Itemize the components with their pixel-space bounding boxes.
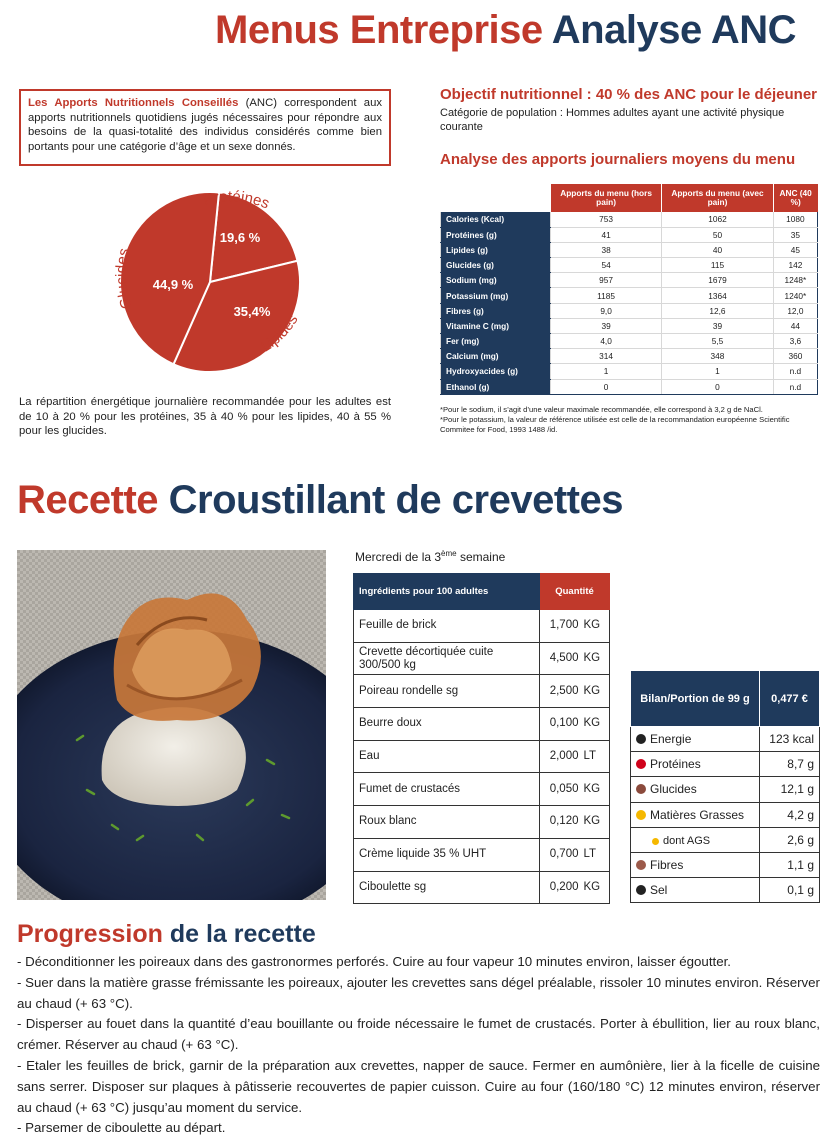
date-sup: ème (441, 549, 457, 558)
ingredient-name: Beurre doux (354, 708, 540, 741)
value-avec-pain: 1364 (662, 288, 774, 303)
row-label: Vitamine C (mg) (441, 318, 551, 333)
date-prefix: Mercredi de la 3 (355, 550, 442, 564)
value-avec-pain: 1062 (662, 212, 774, 227)
recipe-step: - Parsemer de ciboulette au départ. (17, 1120, 226, 1136)
bilan-row (631, 752, 820, 777)
bilan-label: Energie (650, 732, 692, 747)
value-hors-pain: 9,0 (551, 303, 662, 318)
progression-title-part2: de la recette (169, 920, 316, 948)
bilan-label-cell (631, 802, 760, 827)
value-hors-pain: 753 (551, 212, 662, 227)
row-label: Calcium (mg) (441, 349, 551, 364)
recipe-step: - Etaler les feuilles de brick, garnir de la préparation aux crevettes, napper de sauce. Fermer en aumônière, lier à la ficelle de cuisine sans serrer. Disposer sur plaques à pâtisserie recouvertes de papier cuisson. Cuire au four (160/180 °C) 12 minutes environ, réserver au chaud (+ 63 °C) jusqu’au moment du service. (17, 1057, 820, 1115)
bilan-label: Protéines (650, 757, 701, 772)
row-label: Lipides (g) (441, 242, 551, 257)
ingredient-qty: 1,700 (540, 610, 582, 643)
bilan-value: 12,1 g (760, 777, 820, 802)
pie-label-glucides: Glucides (112, 246, 136, 311)
bilan-label-cell (631, 852, 760, 877)
value-hors-pain: 957 (551, 273, 662, 288)
value-hors-pain: 1 (551, 364, 662, 379)
bilan-label: Matières Grasses (650, 807, 745, 822)
nutrition-table-body (441, 212, 818, 394)
bullet-dot-icon (636, 784, 646, 794)
value-hors-pain: 38 (551, 242, 662, 257)
table-row (441, 258, 818, 273)
nutrition-table (440, 184, 818, 395)
bilan-label-cell (631, 727, 760, 752)
recipe-step: - Déconditionner les poireaux dans des gastronormes perforés. Cuire au four vapeur 10 minutes environ, laisser égoutter. (17, 954, 731, 969)
value-hors-pain: 0 (551, 379, 662, 394)
anc-definition-bold: Les Apports Nutritionnels Conseillés (28, 97, 239, 109)
table-row (441, 349, 818, 364)
value-hors-pain: 4,0 (551, 334, 662, 349)
ingredients-table-body (354, 610, 610, 904)
recipe-step: - Disperser au fouet dans la quantité d’eau bouillante ou froide nécessaire le fumet de crustacés. Porter à ébullition, lier au roux blanc, crémer. Réserver au chaud (+ 63 °C). (17, 1016, 820, 1053)
ingredient-name: Roux blanc (354, 806, 540, 839)
recipe-steps (17, 952, 820, 1139)
ingredient-row (354, 838, 610, 871)
recipe-title-part2: Croustillant de crevettes (168, 478, 623, 522)
ingredient-qty: 0,050 (540, 773, 582, 806)
value-anc: 45 (773, 242, 817, 257)
population-category: Catégorie de population : Hommes adultes ayant une activité physique courante (440, 107, 785, 133)
table-row (441, 273, 818, 288)
objectif-title: Objectif nutritionnel : 40 % des ANC pour le déjeuner (440, 86, 817, 103)
service-date (355, 549, 505, 564)
recipe-title-part1: Recette (17, 478, 159, 522)
dish-photo (17, 550, 326, 900)
quantity-header: Quantité (540, 574, 610, 610)
table-row (441, 318, 818, 333)
ingredient-name: Crème liquide 35 % UHT (354, 838, 540, 871)
footnotes (440, 405, 820, 435)
table-corner (441, 184, 551, 212)
value-avec-pain: 5,5 (662, 334, 774, 349)
bilan-value: 8,7 g (760, 752, 820, 777)
anc-definition-text: (ANC) correspondent aux apports nutritionnels quotidiens jugés nécessaires pour répondre aux besoins de la quasi-totalité des individus considérés comme bien portants pour une catégorie d’âge et un sexe donnés. (28, 97, 383, 153)
bilan-value: 123 kcal (760, 727, 820, 752)
bilan-row (631, 827, 820, 852)
portion-summary-table (630, 670, 820, 903)
value-anc: 12,0 (773, 303, 817, 318)
ingredient-name: Ciboulette sg (354, 871, 540, 904)
ingredient-qty: 0,120 (540, 806, 582, 839)
ingredient-row (354, 871, 610, 904)
recipe-step: - Suer dans la matière grasse frémissante les poireaux, ajouter les crevettes sans dégel préalable, rissoler 10 minutes environ. Réserver au chaud (+ 63 °C). (17, 974, 820, 1011)
value-anc: 1248* (773, 273, 817, 288)
ingredient-qty: 2,500 (540, 675, 582, 708)
ingredient-qty: 4,500 (540, 642, 582, 675)
table-row (441, 364, 818, 379)
page-title (215, 8, 796, 53)
ingredient-name: Fumet de crustacés (354, 773, 540, 806)
pie-svg (100, 172, 320, 382)
ingredient-name: Poireau rondelle sg (354, 675, 540, 708)
recipe-title (17, 478, 623, 523)
ingredient-qty: 0,700 (540, 838, 582, 871)
pie-value-proteines: 19,6 % (219, 230, 261, 245)
ingredient-unit: KG (582, 773, 610, 806)
progression-title (17, 920, 316, 949)
row-label: Calories (Kcal) (441, 212, 551, 227)
bilan-header: Bilan/Portion de 99 g (631, 671, 760, 727)
row-label: Fibres (g) (441, 303, 551, 318)
ingredient-name: Feuille de brick (354, 610, 540, 643)
col-header-anc: ANC (40 %) (773, 184, 817, 212)
bilan-value: 1,1 g (760, 852, 820, 877)
ingredients-header: Ingrédients pour 100 adultes (354, 574, 540, 610)
value-avec-pain: 348 (662, 349, 774, 364)
table-row (441, 242, 818, 257)
row-label: Protéines (g) (441, 227, 551, 242)
pie-label-lipides: Lipides (258, 311, 302, 356)
ingredient-unit: KG (582, 675, 610, 708)
table-row (441, 227, 818, 242)
ingredient-row (354, 773, 610, 806)
ingredient-qty: 0,200 (540, 871, 582, 904)
value-hors-pain: 39 (551, 318, 662, 333)
value-hors-pain: 1185 (551, 288, 662, 303)
ingredient-unit: KG (582, 708, 610, 741)
value-anc: 1080 (773, 212, 817, 227)
value-hors-pain: 41 (551, 227, 662, 242)
value-avec-pain: 39 (662, 318, 774, 333)
ingredient-unit: KG (582, 642, 610, 675)
table-row (441, 303, 818, 318)
bilan-label-cell (631, 777, 760, 802)
ingredient-row (354, 708, 610, 741)
footnote-sodium: *Pour le sodium, il s’agit d’une valeur maximale recommandée, elle correspond à 3,2 g de NaCl. (440, 405, 763, 414)
pie-value-lipides: 35,4% (233, 304, 271, 319)
row-label: Potassium (mg) (441, 288, 551, 303)
bullet-dot-icon (636, 759, 646, 769)
bilan-value: 4,2 g (760, 802, 820, 827)
ingredient-unit: KG (582, 610, 610, 643)
value-anc: 44 (773, 318, 817, 333)
row-label: Glucides (g) (441, 258, 551, 273)
ingredient-unit: KG (582, 806, 610, 839)
ingredients-table (353, 573, 610, 904)
table-row (441, 288, 818, 303)
ingredient-row (354, 642, 610, 675)
page-title-part2: Analyse ANC (551, 8, 797, 52)
row-label: Fer (mg) (441, 334, 551, 349)
ingredient-name: Eau (354, 740, 540, 773)
bilan-label-cell (631, 827, 760, 852)
row-label: Ethanol (g) (441, 379, 551, 394)
bilan-price: 0,477 € (760, 671, 820, 727)
value-anc: n.d (773, 379, 817, 394)
bilan-row (631, 852, 820, 877)
value-avec-pain: 12,6 (662, 303, 774, 318)
ingredient-qty: 0,100 (540, 708, 582, 741)
value-avec-pain: 50 (662, 227, 774, 242)
date-suffix: semaine (456, 550, 506, 564)
ingredient-row (354, 675, 610, 708)
value-anc: 1240* (773, 288, 817, 303)
bilan-label-cell (631, 878, 760, 903)
value-anc: 360 (773, 349, 817, 364)
value-anc: n.d (773, 364, 817, 379)
ingredient-qty: 2,000 (540, 740, 582, 773)
bilan-value: 0,1 g (760, 878, 820, 903)
bullet-dot-icon (636, 885, 646, 895)
bilan-row (631, 777, 820, 802)
bilan-label-cell (631, 752, 760, 777)
bilan-value: 2,6 g (760, 827, 820, 852)
ingredient-row (354, 740, 610, 773)
portion-summary-body (631, 727, 820, 903)
value-hors-pain: 314 (551, 349, 662, 364)
bilan-label: Fibres (650, 858, 684, 873)
pie-note: La répartition énergétique journalière recommandée pour les adultes est de 10 à 20 % pour les protéines, 35 à 40 % pour les lipides, 40 à 55 % pour les glucides. (19, 396, 391, 437)
bilan-label: Glucides (650, 782, 697, 797)
bilan-label: Sel (650, 883, 668, 898)
value-avec-pain: 1 (662, 364, 774, 379)
pie-label-proteines: Protéines (201, 188, 272, 213)
ingredient-unit: LT (582, 838, 610, 871)
value-avec-pain: 1679 (662, 273, 774, 288)
bullet-dot-icon (636, 810, 646, 820)
table-row (441, 334, 818, 349)
bullet-dot-icon (636, 734, 646, 744)
analyse-title: Analyse des apports journaliers moyens du menu (440, 151, 796, 168)
row-label: Hydroxyacides (g) (441, 364, 551, 379)
value-anc: 3,6 (773, 334, 817, 349)
bullet-dot-icon (636, 860, 646, 870)
table-row (441, 379, 818, 394)
bilan-row (631, 727, 820, 752)
energy-pie-chart (100, 172, 320, 382)
footnote-potassium: *Pour le potassium, la valeur de référence utilisée est celle de la recommandation européenne Scientific Commitee for Food, 1993 1488 /id. (440, 415, 790, 434)
ingredient-row (354, 806, 610, 839)
dish-illustration (17, 550, 326, 900)
anc-definition-box (19, 89, 391, 166)
value-anc: 142 (773, 258, 817, 273)
value-hors-pain: 54 (551, 258, 662, 273)
value-avec-pain: 40 (662, 242, 774, 257)
ingredient-unit: KG (582, 871, 610, 904)
bullet-dot-icon (652, 838, 659, 845)
progression-title-part1: Progression (17, 920, 163, 948)
bilan-row (631, 878, 820, 903)
value-anc: 35 (773, 227, 817, 242)
value-avec-pain: 115 (662, 258, 774, 273)
pie-value-glucides: 44,9 % (152, 277, 194, 292)
ingredient-name: Crevette décortiquée cuite 300/500 kg (354, 642, 540, 675)
ingredient-unit: LT (582, 740, 610, 773)
col-header-avec-pain: Apports du menu (avec pain) (662, 184, 774, 212)
bilan-row (631, 802, 820, 827)
row-label: Sodium (mg) (441, 273, 551, 288)
bilan-label: dont AGS (663, 834, 711, 847)
page-title-part1: Menus Entreprise (215, 8, 543, 52)
ingredient-row (354, 610, 610, 643)
value-avec-pain: 0 (662, 379, 774, 394)
table-row (441, 212, 818, 227)
col-header-hors-pain: Apports du menu (hors pain) (551, 184, 662, 212)
